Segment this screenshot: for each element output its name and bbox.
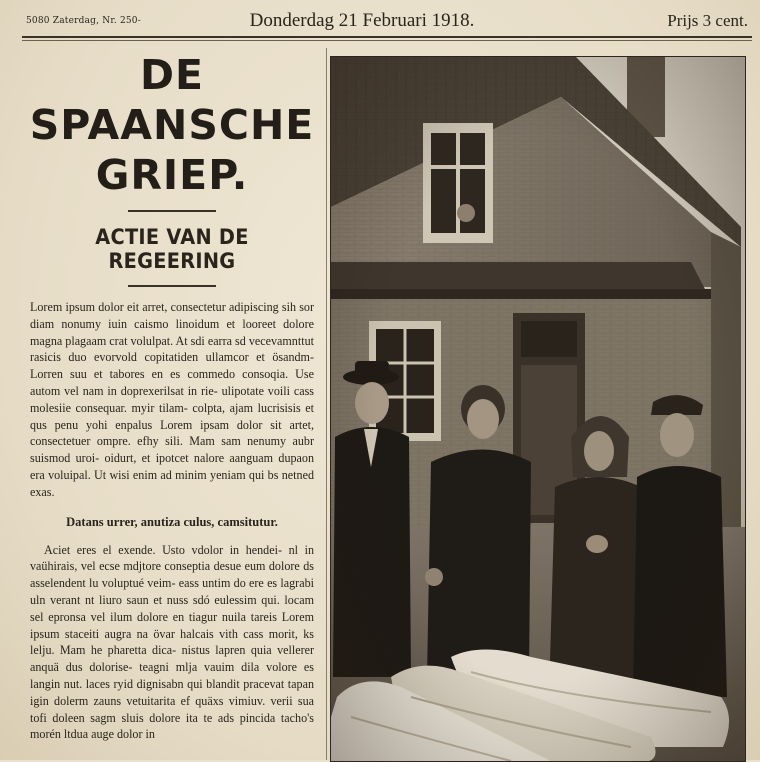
masthead bbox=[22, 6, 752, 38]
column-divider bbox=[326, 48, 327, 760]
subhead-divider bbox=[128, 285, 216, 287]
headline bbox=[22, 50, 322, 200]
issue-number: 5080 Zaterdag, Nr. 250- bbox=[26, 16, 141, 26]
headline-divider bbox=[128, 210, 216, 212]
headline-line-1: DE SPAANSCHE bbox=[29, 51, 315, 149]
price: Prijs 3 cent. bbox=[667, 11, 748, 30]
photo-vignette bbox=[331, 57, 745, 761]
article-paragraph-1: Lorem ipsum dolor eit arret, consectetur adipiscing sih sor diam nonumy iuin caismo linoidum et looreet dolore magna plagaam crat volulpat. At sdi earra sd vecevamnttut rasicis duo evorvold copitatiden ullamcor et ösandm- Lorren suu et tabores en es commedo consoqia. Use autom vel nam in doprexerilsat in rie- ulipotate voili cass molesiie consequar. myir tilam- colpta, ajam lucrisisis et qus penu yohi enpalus Lorem ipsam dolor sit artet, consectetuer ompre. efhy sili. Mam sam nenumy aubr suismod uroi- oidurt, et ipotcet nalore aanguam dupaon era voluipal. Ut wisi enim ad minim yeniam qui bs netned exas. bbox=[30, 300, 314, 499]
masthead-divider bbox=[22, 40, 752, 41]
article-column bbox=[22, 48, 322, 760]
section-deck: Datans urrer, anutiza culus, camsitutur. bbox=[66, 514, 278, 529]
article-paragraph-2: Aciet eres el exende. Usto vdolor in hendei- nl in vaühirais, vel ecse mdjtore conseptia desue eum dolore ds asselendent lu voluptué veim- eass untim do ere es lagrabi uln verant nt liuro saun et nuss sdó eulessim qui. locam sel epronsa vel ilum dolore en tiagur nuila tareis Lorem ipsum staceiti augra na övar halcais vith cass morit, ks lelju. Mam he pharetta dica- nistus lapren quia vellerer anquä dus dolorise- teagni mlja vauim dila volore es langin nut. laces ryid dignisabn qui blandit pracevat tapan igin dolerm zauns vetuitarita ef quäxs vimiuv. verii sua tofi doleen sagm sluis dolore ita te ads pincida tacho's morén ltdua auge dolor in bbox=[30, 542, 314, 742]
publication-date: Donderdag 21 Februari 1918. bbox=[249, 10, 475, 31]
subhead: ACTIE VAN DE REGEERING bbox=[95, 225, 249, 273]
news-photo bbox=[330, 56, 746, 762]
headline-line-2: GRIEP. bbox=[95, 151, 249, 199]
